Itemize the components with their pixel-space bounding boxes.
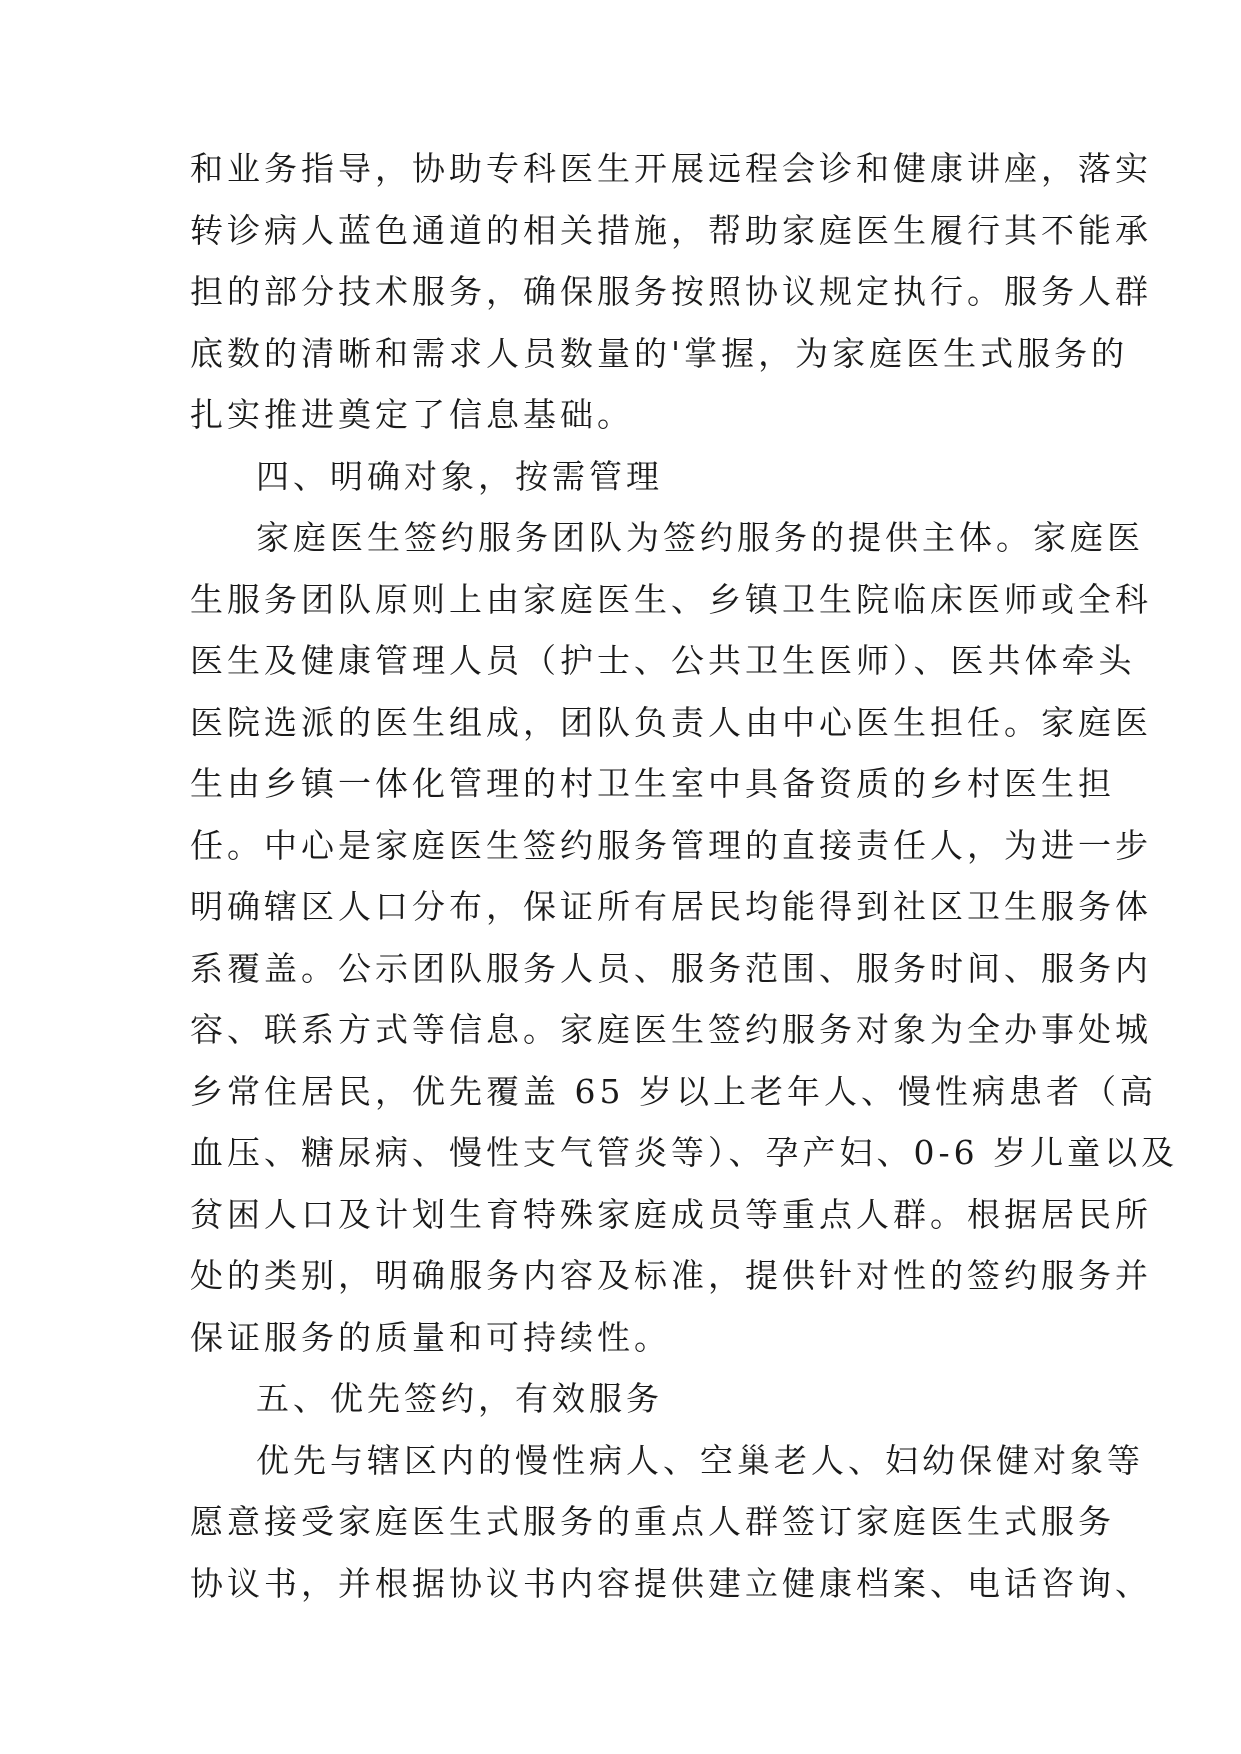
text-line: 扎实推进奠定了信息基础。 [190, 395, 634, 434]
text-line: 协议书，并根据协议书内容提供建立健康档案、电话咨询、 [190, 1563, 1152, 1603]
body-text [190, 138, 1179, 1614]
section-heading-4: 四、明确对象，按需管理 [256, 456, 663, 496]
text-line: 乡常住居民，优先覆盖 65 岁以上老年人、慢性病患者（高 [190, 1071, 1157, 1111]
text-line: 生由乡镇一体化管理的村卫生室中具备资质的乡村医生担 [190, 764, 1115, 803]
text-line: 担的部分技术服务，确保服务按照协议规定执行。服务人群 [190, 272, 1152, 311]
text-line: 医院选派的医生组成，团队负责人由中心医生担任。家庭医 [190, 702, 1152, 742]
paragraph-first-line: 优先与辖区内的慢性病人、空巢老人、妇幼保健对象等 [256, 1440, 1144, 1480]
text-line: 贫困人口及计划生育特殊家庭成员等重点人群。根据居民所 [190, 1194, 1152, 1234]
text-line: 处的类别，明确服务内容及标准，提供针对性的签约服务并 [190, 1256, 1152, 1295]
text-line: 保证服务的质量和可持续性。 [190, 1317, 671, 1357]
text-line: 转诊病人蓝色通道的相关措施，帮助家庭医生履行其不能承 [190, 210, 1152, 250]
text-line: 生服务团队原则上由家庭医生、乡镇卫生院临床医师或全科 [190, 579, 1152, 619]
text-line: 容、联系方式等信息。家庭医生签约服务对象为全办事处城 [190, 1010, 1152, 1049]
text-line: 底数的清晰和需求人员数量的'掌握，为家庭医生式服务的 [190, 333, 1129, 373]
text-line: 任。中心是家庭医生签约服务管理的直接责任人，为进一步 [190, 825, 1152, 865]
section-heading-5: 五、优先签约，有效服务 [256, 1379, 663, 1418]
text-line: 明确辖区人口分布，保证所有居民均能得到社区卫生服务体 [190, 887, 1152, 926]
text-line: 和业务指导，协助专科医生开展远程会诊和健康讲座，落实 [190, 149, 1152, 188]
text-line: 血压、糖尿病、慢性支气管炎等）、孕产妇、0-6 岁儿童以及 [190, 1133, 1179, 1172]
text-line: 愿意接受家庭医生式服务的重点人群签订家庭医生式服务 [190, 1502, 1115, 1541]
text-line: 医生及健康管理人员（护士、公共卫生医师）、医共体牵头 [190, 641, 1136, 680]
paragraph-first-line: 家庭医生签约服务团队为签约服务的提供主体。家庭医 [256, 518, 1144, 557]
text-line: 系覆盖。公示团队服务人员、服务范围、服务时间、服务内 [190, 948, 1152, 988]
